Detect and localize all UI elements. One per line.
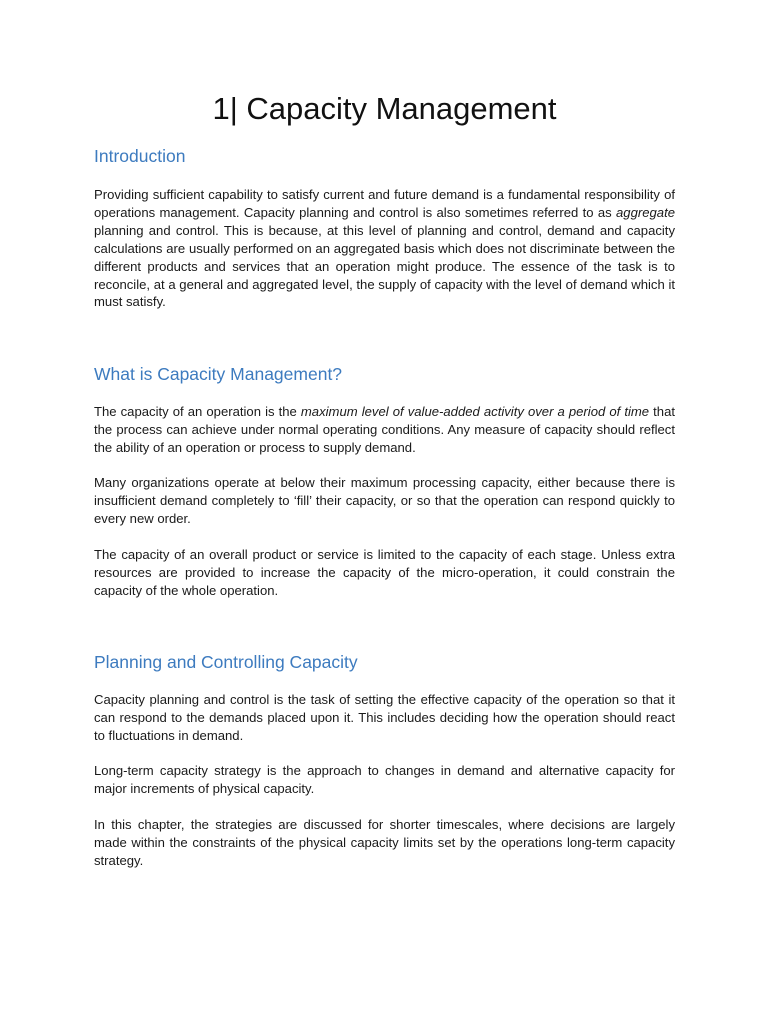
processing-capacity-paragraph: Many organizations operate at below their maximum processing capacity, either because there is insufficient demand completely to ‘fill’ their capacity, or so that the operation can respond quickly to every new order. bbox=[94, 475, 675, 526]
shorter-timescales-paragraph: In this chapter, the strategies are discussed for shorter timescales, where decisions are largely made within the constraints of the physical capacity limits set by the operations long-term capacity strategy. bbox=[94, 817, 675, 868]
paragraph-emphasis: aggregate bbox=[616, 204, 675, 220]
long-term-strategy-paragraph: Long-term capacity strategy is the approach to changes in demand and alternative capacity for major increments of physical capacity. bbox=[94, 763, 675, 796]
overall-capacity-paragraph: The capacity of an overall product or service is limited to the capacity of each stage. Unless extra resources are provided to increase the capacity of the micro-operation, it could constrain the capacity of the whole operation. bbox=[94, 547, 675, 598]
paragraph-text: that the process can achieve under normal operating conditions. Any measure of capacity should reflect the ability of an operation or process to supply demand. bbox=[94, 404, 675, 455]
capacity-planning-paragraph: Capacity planning and control is the task of setting the effective capacity of the operation so that it can respond to the demands placed upon it. This includes deciding how the operation should react to fluctuations in demand. bbox=[94, 692, 675, 743]
capacity-definition-paragraph bbox=[94, 403, 675, 457]
introduction-paragraph bbox=[94, 186, 675, 311]
section-heading-introduction: Introduction bbox=[94, 146, 186, 166]
page-title: 1| Capacity Management bbox=[212, 91, 557, 126]
paragraph-text: The capacity of an operation is the bbox=[94, 404, 301, 419]
paragraph-text: Providing sufficient capability to satisfy current and future demand is a fundamental responsibility of operations management. Capacity planning and control is also sometimes referred to as bbox=[94, 187, 675, 220]
section-heading-what-is-capacity-management: What is Capacity Management? bbox=[94, 364, 343, 384]
paragraph-text: planning and control. This is because, at this level of planning and control, demand and capacity calculations are usually performed on an aggregated basis which does not discriminate between the different products and services that an operation might produce. The essence of the task is to reconcile, at a general and aggregated level, the supply of capacity with the level of demand which it must satisfy. bbox=[94, 222, 675, 310]
section-heading-planning-and-controlling-capacity: Planning and Controlling Capacity bbox=[94, 652, 358, 672]
paragraph-emphasis: maximum level of value-added activity over a period of time bbox=[300, 404, 650, 419]
